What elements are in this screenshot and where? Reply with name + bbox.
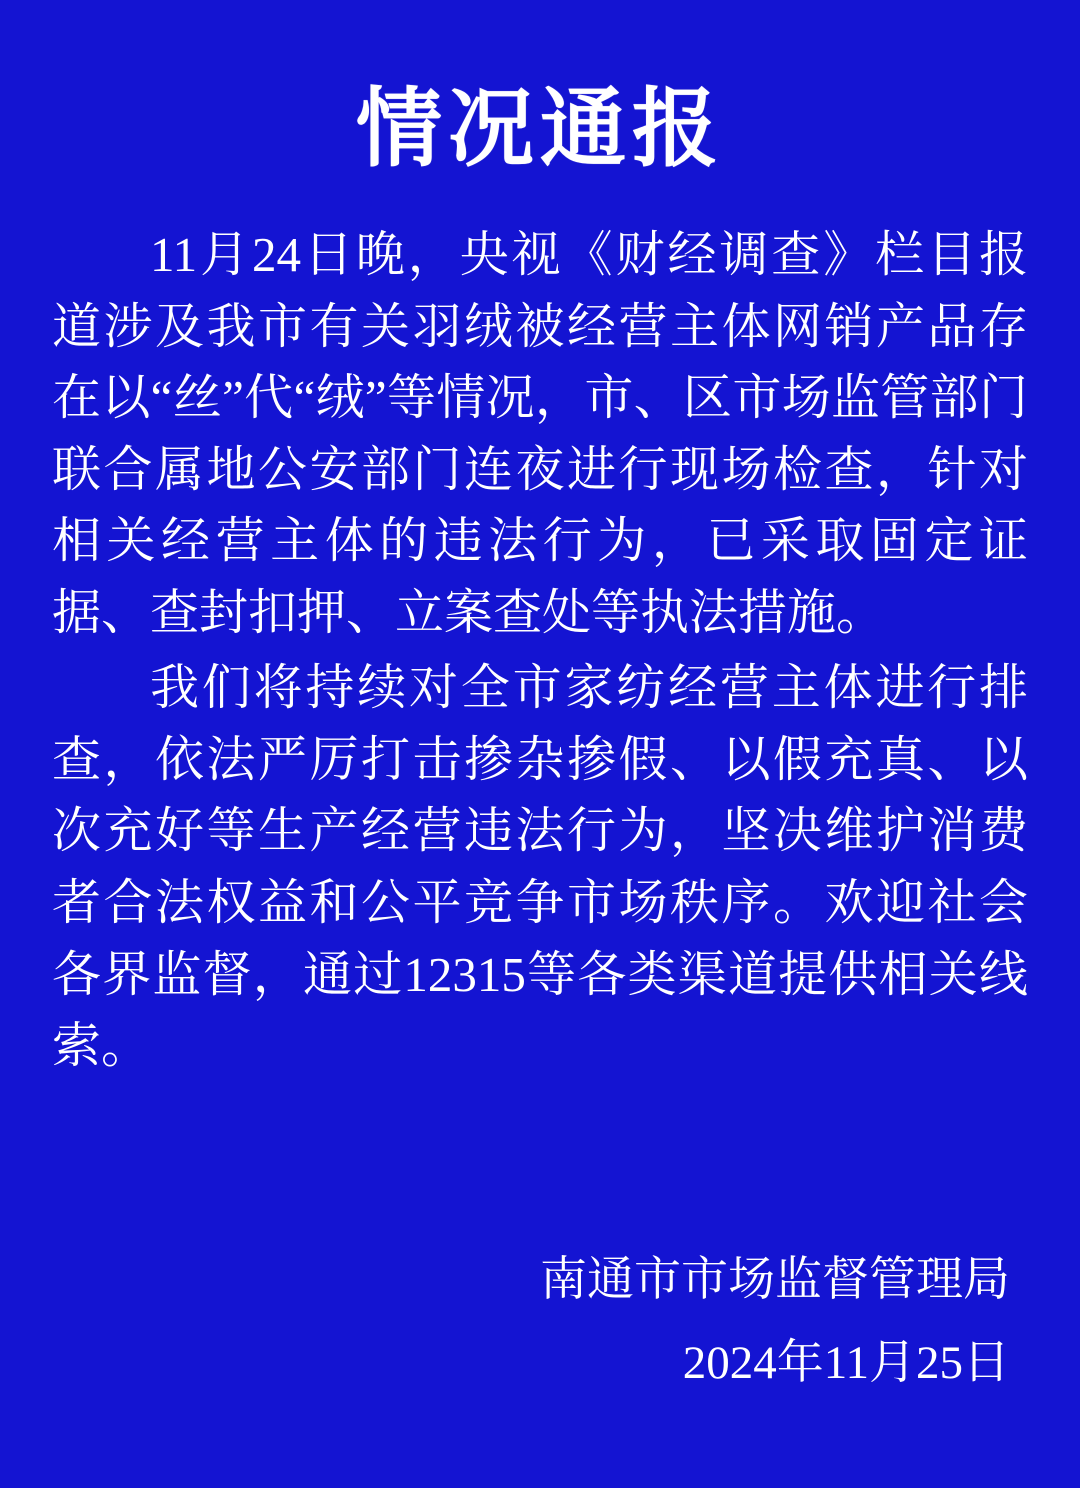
notice-body bbox=[52, 219, 1028, 1085]
notice-paragraph-1: 11月24日晚，央视《财经调查》栏目报道涉及我市有关羽绒被经营主体网销产品存在以“丝”代“绒”等情况，市、区市场监管部门联合属地公安部门连夜进行现场检查，针对相关经营主体的违法行为，已采取固定证据、查封扣押、立案查处等执法措施。 bbox=[52, 227, 1028, 640]
layout-spacer bbox=[52, 1086, 1028, 1245]
signature-block bbox=[52, 1245, 1028, 1448]
notice-paragraph-2: 我们将持续对全市家纺经营主体进行排查，依法严厉打击掺杂掺假、以假充真、以次充好等生产经营违法行为，坚决维护消费者合法权益和公平竞争市场秩序。欢迎社会各界监督，通过12315等各类渠道提供相关线索。 bbox=[52, 660, 1028, 1074]
page-title: 情况通报 bbox=[356, 81, 724, 177]
signature-date: 2024年11月25日 bbox=[682, 1336, 1010, 1389]
signature-organization: 南通市市场监督管理局 bbox=[540, 1254, 1010, 1306]
